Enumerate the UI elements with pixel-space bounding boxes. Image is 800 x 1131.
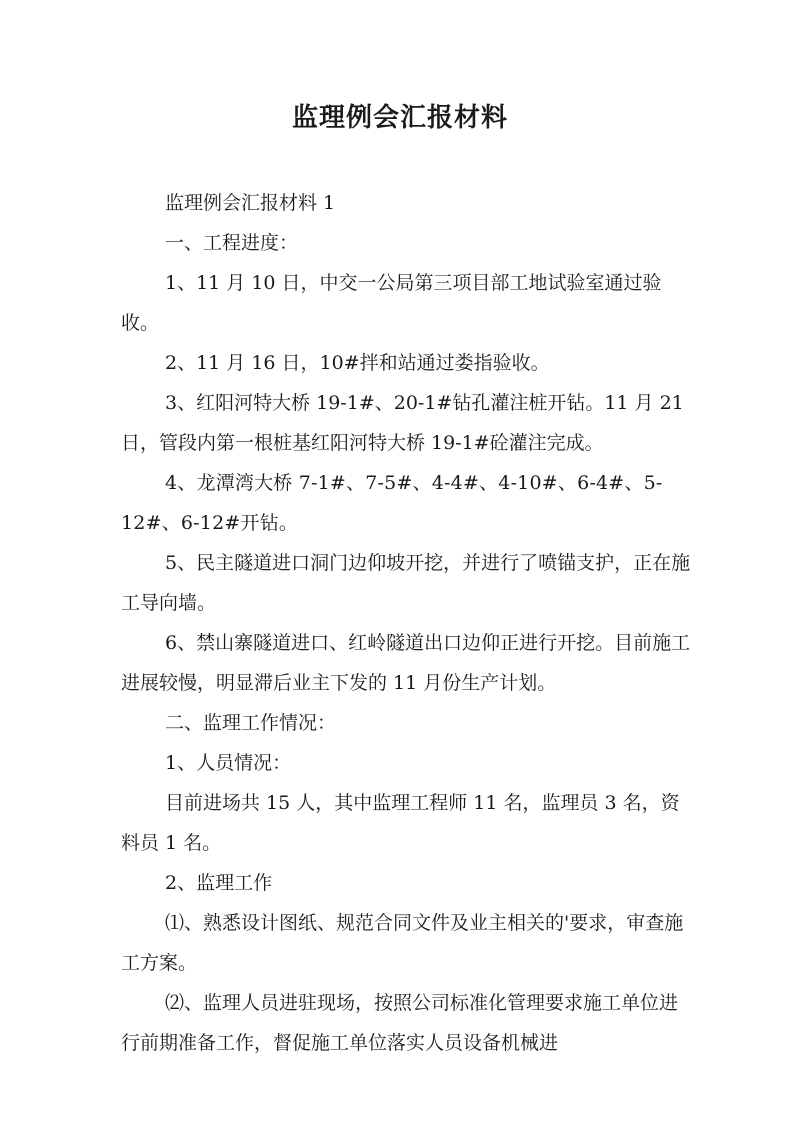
progress-item-5: 5、民主隧道进口洞门边仰坡开挖，并进行了喷锚支护，正在施工导向墙。 xyxy=(121,552,691,614)
progress-item-3: 3、红阳河特大桥 19-1#、20-1#钻孔灌注桩开钻。11 月 21 日，管段内第一根桩基红阳河特大桥 19-1#砼灌注完成。 xyxy=(121,392,684,454)
progress-item-4: 4、龙潭湾大桥 7-1#、7-5#、4-4#、4-10#、6-4#、5-12#、6-12#开钻。 xyxy=(121,472,663,534)
progress-item-6: 6、禁山寨隧道进口、红岭隧道出口边仰正进行开挖。目前施工进展较慢，明显滞后业主下发的 11 月份生产计划。 xyxy=(121,632,691,694)
work-item-2: ⑵、监理人员进驻现场，按照公司标准化管理要求施工单位进行前期准备工作，督促施工单位落实人员设备机械进 xyxy=(121,992,679,1054)
subsection-heading-work: 2、监理工作 xyxy=(165,872,273,894)
personnel-detail: 目前进场共 15 人，其中监理工程师 11 名，监理员 3 名，资料员 1 名。 xyxy=(121,792,680,854)
progress-item-1: 1、11 月 10 日，中交一公局第三项目部工地试验室通过验收。 xyxy=(121,272,662,334)
progress-item-2: 2、11 月 16 日，10#拌和站通过娄指验收。 xyxy=(165,352,550,374)
paragraph-heading: 监理例会汇报材料 1 xyxy=(165,192,336,214)
section-heading-progress: 一、工程进度： xyxy=(165,232,299,254)
subsection-heading-personnel: 1、人员情况： xyxy=(165,752,292,774)
section-heading-supervision: 二、监理工作情况： xyxy=(165,712,337,734)
document-title: 监理例会汇报材料 xyxy=(291,103,508,133)
work-item-1: ⑴、熟悉设计图纸、规范合同文件及业主相关的'要求，审查施工方案。 xyxy=(121,912,684,974)
document-body xyxy=(121,183,691,1063)
